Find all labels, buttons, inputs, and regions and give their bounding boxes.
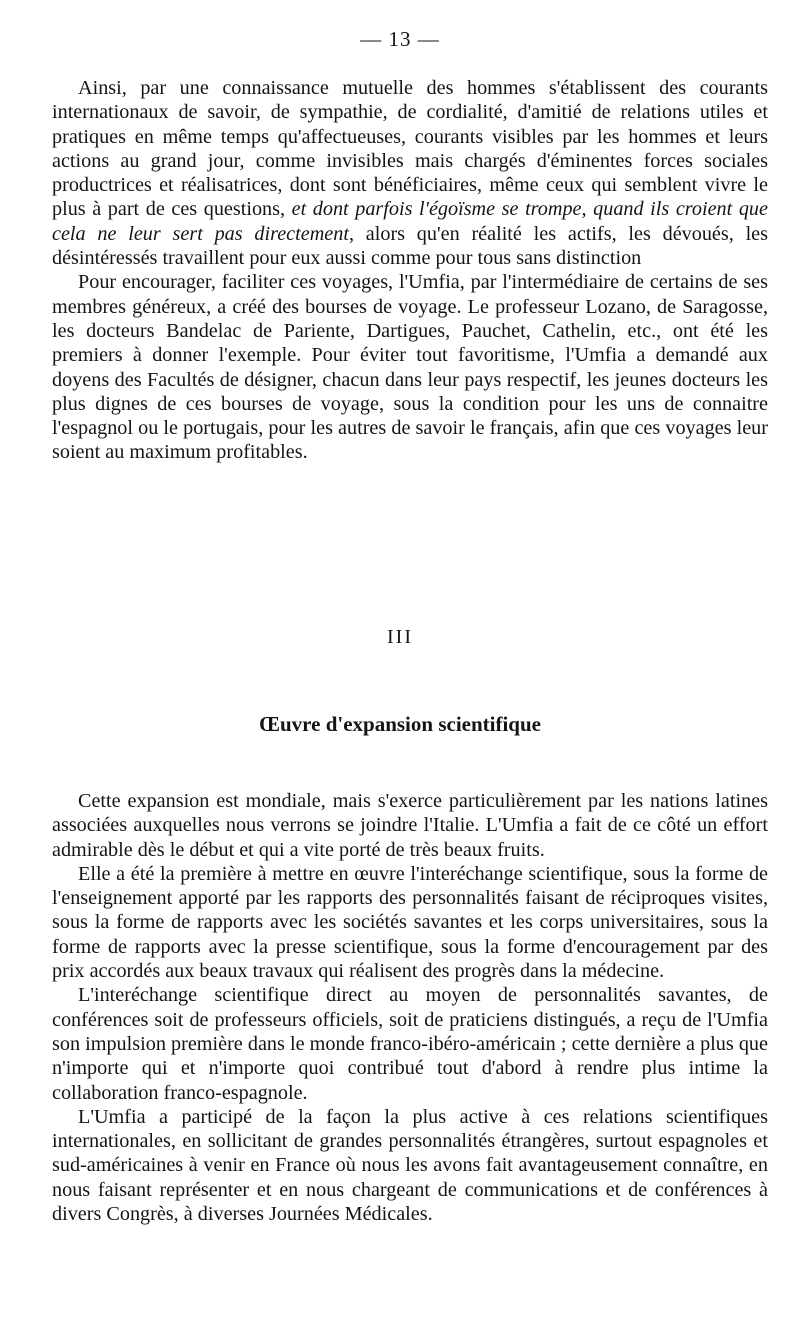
- section-title: Œuvre d'expansion scientifique: [259, 712, 541, 736]
- italic-phrase: et dont parfois l'égoïsme se trompe, quand ils croient que cela ne leur sert pas directement: [52, 198, 768, 245]
- section-numeral: III: [387, 626, 413, 648]
- page-number: — 13 —: [360, 27, 440, 51]
- paragraph-text: Ainsi, par une connaissance mutuelle des hommes s'établissent des courants internationaux de savoir, de sympathie, de cordialité, d'amitié de relations utiles et pratiques en même temps qu'affectueuses, courants visibles par les hommes et leurs actions au grand jour, comme invisibles mais chargés d'éminentes forces sociales productrices et réalisatrices, dont sont bénéficiaires, même ceux qui semblent vivre le plus à part de ces questions,: [52, 77, 768, 221]
- paragraph: Cette expansion est mondiale, mais s'exerce particulièrement par les nations latines associées auxquelles nous verrons se joindre l'Italie. L'Umfia a fait de ce côté un effort admirable dès le début et qui a vite porté de très beaux fruits.: [52, 790, 768, 861]
- paragraph: L'interéchange scientifique direct au moyen de personnalités savantes, de conférences soit de professeurs officiels, soit de praticiens distingués, a reçu de l'Umfia son impulsion première dans le monde franco-ibéro-américain ; cette dernière a plus que n'importe qui et n'importe quoi contribué tout d'abord à rendre plus intime la collaboration franco-espagnole.: [52, 984, 768, 1104]
- paragraph-text: , alors qu'en réalité les actifs, les dévoués, les désintéressés travaillent pour eux aussi comme pour tous sans distinction: [52, 222, 768, 270]
- paragraph: [52, 76, 768, 270]
- paragraph: Pour encourager, faciliter ces voyages, l'Umfia, par l'intermédiaire de certains de ses membres généreux, a créé des bourses de voyage. Le professeur Lozano, de Saragosse, les docteurs Bandelac de Pariente, Dartigues, Pauchet, Cathelin, etc., ont été les premiers à donner l'exemple. Pour éviter tout favoritisme, l'Umfia a demandé aux doyens des Facultés de désigner, chacun dans leur pays respectif, les jeunes docteurs les plus dignes de ces bourses de voyage, sous la condition pour les uns de connaitre l'espagnol ou le portugais, pour les autres de savoir le français, afin que ces voyages leur soient au maximum profitables.: [52, 271, 768, 464]
- paragraph: Elle a été la première à mettre en œuvre l'interéchange scientifique, sous la forme de l'enseignement apporté par les rapports des personnalités faisant de réciproques visites, sous la forme de rapports avec les sociétés savantes et les corps universitaires, sous la forme de rapports avec la presse scientifique, sous la forme d'encouragement par des prix accordés aux beaux travaux qui réalisent des progrès dans la médecine.: [52, 862, 768, 983]
- section-two-body: [52, 789, 768, 1226]
- paragraph: L'Umfia a participé de la façon la plus active à ces relations scientifiques internationales, en sollicitant de grandes personnalités étrangères, surtout espagnoles et sud-américaines à venir en France où nous les avons fait avantageusement connaître, en nous faisant représenter et en nous chargeant de communications et de conférences à divers Congrès, à diverses Journées Médicales.: [52, 1105, 768, 1226]
- section-one-body: [52, 76, 768, 465]
